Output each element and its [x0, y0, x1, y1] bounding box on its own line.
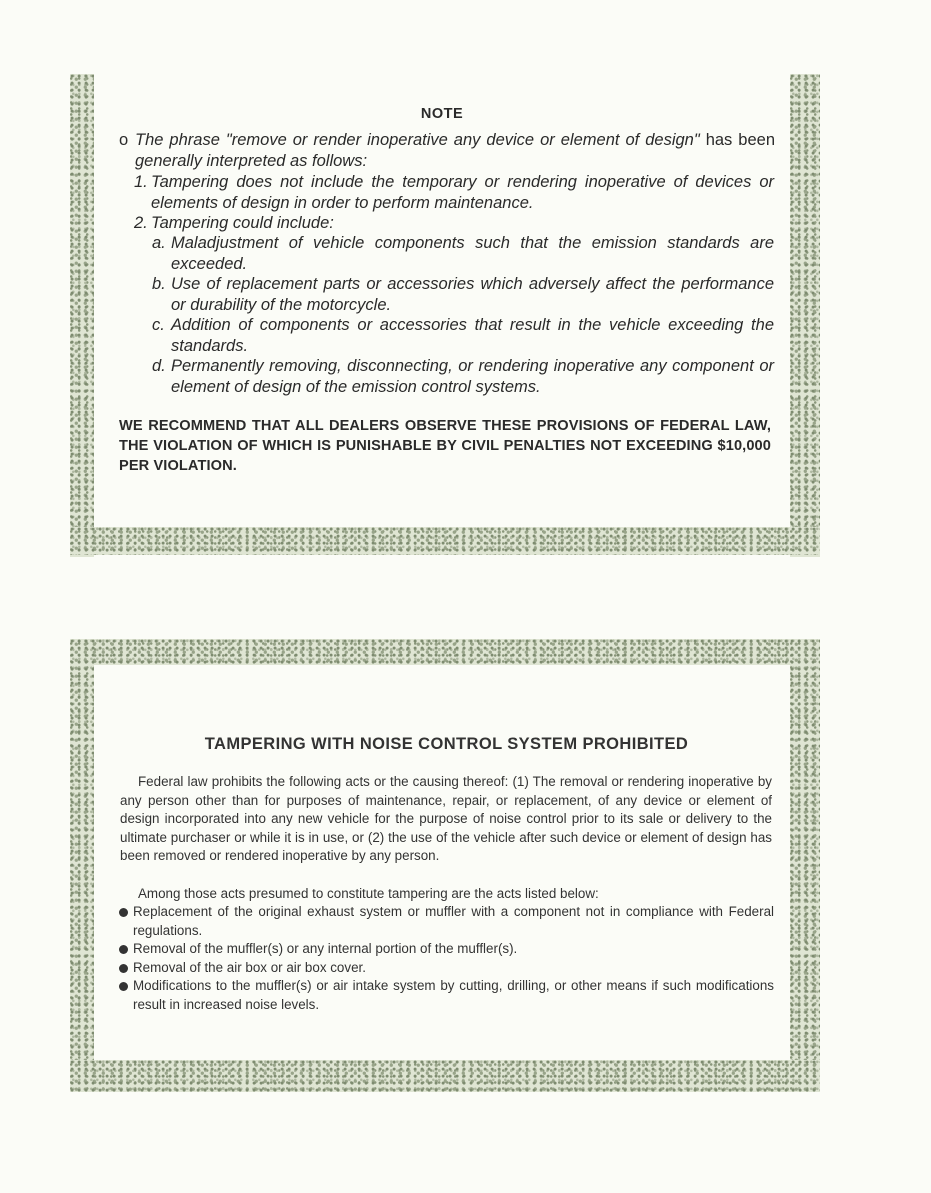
item-letter: b.	[152, 275, 166, 293]
decorative-border-bottom	[70, 527, 820, 555]
lettered-item	[152, 274, 774, 315]
list-item	[119, 903, 774, 940]
list-item	[119, 977, 774, 1014]
decorative-border-right	[790, 74, 820, 557]
item-text: Use of replacement parts or accessories which adversely affect the performance or durability of the motorcycle.	[171, 275, 774, 314]
decorative-border-left	[70, 639, 94, 1092]
bullet-dot-icon	[119, 964, 128, 973]
item-letter: c.	[152, 316, 165, 334]
numbered-item	[134, 172, 774, 213]
item-letter: a.	[152, 234, 166, 252]
item-text: Tampering could include:	[151, 214, 334, 232]
lettered-item	[152, 315, 774, 356]
decorative-border-right	[790, 639, 820, 1092]
item-text: Maladjustment of vehicle components such that the emission standards are exceeded.	[171, 234, 774, 273]
tampering-acts-intro: Among those acts presumed to constitute tampering are the acts listed below:	[138, 886, 599, 901]
item-number: 2.	[134, 214, 148, 232]
bullet-marker: o	[119, 131, 129, 149]
list-item-text: Removal of the muffler(s) or any internal portion of the muffler(s).	[133, 941, 518, 957]
bullet-dot-icon	[119, 982, 128, 991]
lettered-item	[152, 356, 774, 397]
decorative-border-bottom	[70, 1060, 820, 1092]
lettered-item	[152, 233, 774, 274]
bullet-dot-icon	[119, 945, 128, 954]
note-panel	[0, 0, 931, 570]
item-text: Tampering does not include the temporary or rendering inoperative of devices or elements of design in order to perform maintenance.	[151, 173, 774, 212]
list-item-text: Replacement of the original exhaust system or muffler with a component not in compliance with Federal regulations.	[133, 904, 774, 938]
numbered-item	[134, 213, 774, 234]
tampering-acts-list	[119, 903, 774, 1015]
bullet-dot-icon	[119, 908, 128, 917]
note-title: NOTE	[420, 106, 464, 122]
note-bullet-italic-2: generally interpreted as follows:	[135, 151, 368, 170]
noise-control-panel	[0, 600, 931, 1193]
decorative-border-top	[70, 639, 820, 665]
item-text: Addition of components or accessories that result in the vehicle exceeding the standards.	[171, 316, 774, 355]
item-letter: d.	[152, 357, 166, 375]
note-bullet-text	[119, 130, 775, 171]
list-item-text: Removal of the air box or air box cover.	[133, 959, 366, 975]
note-bullet-item	[119, 130, 775, 171]
item-text: Permanently removing, disconnecting, or rendering inoperative any component or element of design of the emission control systems.	[171, 357, 774, 396]
decorative-border-left	[70, 74, 94, 557]
noise-section-title: TAMPERING WITH NOISE CONTROL SYSTEM PROHIBITED	[204, 735, 689, 753]
list-item	[119, 940, 774, 959]
item-number: 1.	[134, 173, 148, 191]
note-bullet-italic: The phrase "remove or render inoperative any device or element of design"	[135, 131, 700, 149]
list-item-text: Modifications to the muffler(s) or air intake system by cutting, drilling, or other means if such modifications result in increased noise levels.	[133, 978, 774, 1012]
recommendation-text: WE RECOMMEND THAT ALL DEALERS OBSERVE THESE PROVISIONS OF FEDERAL LAW, THE VIOLATION OF WHICH IS PUNISHABLE BY CIVIL PENALTIES NOT EXCEEDING $10,000 PER VIOLATION.	[119, 418, 771, 474]
note-bullet-roman: has been	[699, 131, 776, 149]
list-item	[119, 959, 774, 978]
federal-law-paragraph: Federal law prohibits the following acts or the causing thereof: (1) The removal or rendering inoperative by any person other than for purposes of maintenance, repair, or replacement, of any device or element of design incorporated into any new vehicle for the purpose of noise control prior to its sale or delivery to the ultimate purchaser or while it is in use, or (2) the use of the vehicle after such device or element of design has been removed or rendered inoperative by any person.	[120, 774, 772, 864]
